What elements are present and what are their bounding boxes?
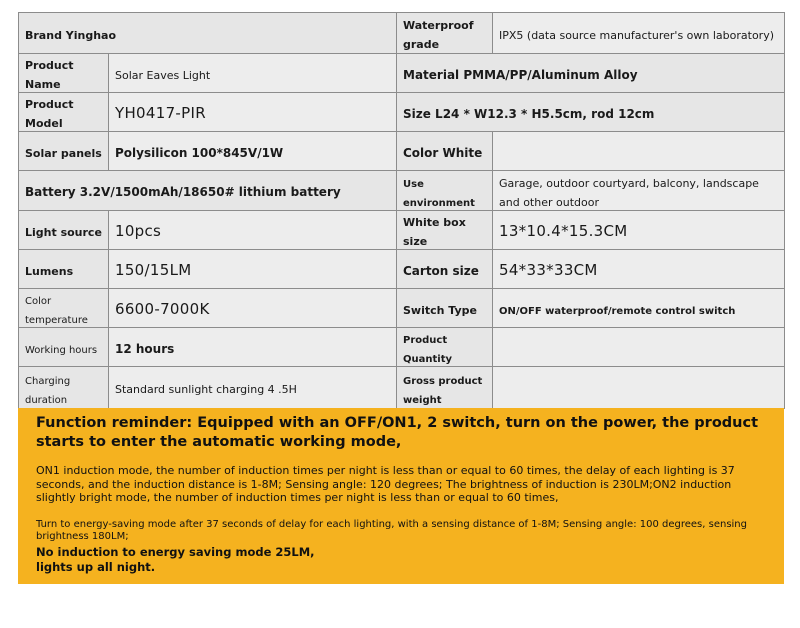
spec-label [397, 289, 493, 328]
gross-weight-label: Gross product weight [403, 375, 483, 406]
spec-label [19, 250, 109, 289]
spec-value [109, 289, 397, 328]
product-name-label: Product Name [25, 59, 74, 91]
solar-panels-label: Solar panels [25, 146, 102, 160]
product-model-value: YH0417-PIR [115, 103, 206, 122]
spec-row [19, 328, 785, 367]
function-reminder-panel [18, 408, 784, 584]
spec-table [18, 12, 785, 409]
spec-row [19, 171, 785, 211]
charging-duration-label: Charging duration [25, 375, 71, 406]
spec-value [109, 54, 397, 93]
spec-label [19, 211, 109, 250]
size-label: Size L24 * W12.3 * H5.5cm, rod 12cm [403, 106, 655, 121]
white-box-size-label: White box size [403, 216, 466, 248]
spec-value [109, 132, 397, 171]
spec-label [19, 54, 109, 93]
all-night-line: lights up all night. [36, 559, 156, 574]
spec-row [19, 93, 785, 132]
working-hours-value: 12 hours [115, 341, 175, 356]
lumens-label: Lumens [25, 264, 74, 278]
spec-label [19, 13, 397, 54]
spec-row [19, 250, 785, 289]
material-label: Material PMMA/PP/Aluminum Alloy [403, 67, 638, 82]
color-label: Color White [403, 145, 483, 160]
spec-label [19, 289, 109, 328]
carton-size-label: Carton size [403, 263, 479, 278]
spec-label [19, 171, 397, 211]
spec-label [397, 13, 493, 54]
waterproof-label: Waterproof grade [403, 19, 474, 51]
spec-label [397, 171, 493, 211]
use-environment-label: Use environment [403, 178, 475, 209]
white-box-size-value: 13*10.4*15.3CM [499, 221, 628, 240]
waterproof-value: IPX5 (data source manufacturer's own laboratory) [499, 28, 774, 42]
spec-value [493, 211, 785, 250]
spec-row [19, 132, 785, 171]
battery-label: Battery 3.2V/1500mAh/18650# lithium battery [25, 185, 341, 199]
spec-row [19, 54, 785, 93]
spec-label [19, 93, 109, 132]
no-induction-line: No induction to energy saving mode 25LM, [36, 544, 315, 559]
spec-value [109, 367, 397, 409]
color-temperature-label: Color temperature [25, 296, 88, 326]
spec-value [109, 328, 397, 367]
spec-value [493, 132, 785, 171]
light-source-value: 10pcs [115, 221, 162, 240]
spec-label [397, 54, 785, 93]
spec-value [493, 328, 785, 367]
spec-value [109, 250, 397, 289]
spec-label [397, 132, 493, 171]
spec-label [19, 328, 109, 367]
spec-label [397, 328, 493, 367]
spec-label [397, 367, 493, 409]
spec-label [19, 367, 109, 409]
lumens-value: 150/15LM [115, 260, 192, 279]
switch-type-value: ON/OFF waterproof/remote control switch [499, 305, 736, 317]
use-environment-value: Garage, outdoor courtyard, balcony, landscape and other outdoor [499, 176, 759, 209]
spec-row [19, 289, 785, 328]
spec-label [397, 93, 785, 132]
product-quantity-label: Product Quantity [403, 335, 452, 365]
spec-value [493, 171, 785, 211]
spec-row [19, 13, 785, 54]
on1-mode-description: ON1 induction mode, the number of induction times per night is less than or equal to 60 times, the delay of each lighting is 37 seconds, and the induction distance is 1-8M; Sensing angle: 120 degrees; The brightness of induction is 230LM;ON2 induction slightly bright mode, the number of induction times per night is less than or equal to 60 times, [36, 464, 735, 504]
color-temperature-value: 6600-7000K [115, 299, 210, 318]
spec-value [493, 13, 785, 54]
spec-value [493, 250, 785, 289]
light-source-label: Light source [25, 225, 102, 239]
spec-label [19, 132, 109, 171]
charging-duration-value: Standard sunlight charging 4 .5H [115, 383, 297, 396]
spec-row [19, 211, 785, 250]
spec-row [19, 367, 785, 409]
spec-label [397, 211, 493, 250]
switch-type-label: Switch Type [403, 303, 477, 317]
product-model-label: Product Model [25, 98, 74, 130]
solar-panels-value: Polysilicon 100*845V/1W [115, 145, 284, 160]
working-hours-label: Working hours [25, 344, 98, 356]
spec-value [109, 93, 397, 132]
energy-saving-description: Turn to energy-saving mode after 37 seconds of delay for each lighting, with a sensing distance of 1-8M; Sensing angle: 100 degrees, sensing brightness 180LM; [36, 518, 747, 542]
spec-value [109, 211, 397, 250]
function-reminder-heading: Function reminder: Equipped with an OFF/ON1, 2 switch, turn on the power, the product starts to enter the automatic working mode, [36, 415, 759, 450]
spec-value [493, 289, 785, 328]
carton-size-value: 54*33*33CM [499, 260, 598, 279]
brand-label: Brand Yinghao [25, 28, 117, 42]
spec-value [493, 367, 785, 409]
spec-label [397, 250, 493, 289]
product-name-value: Solar Eaves Light [115, 68, 211, 82]
